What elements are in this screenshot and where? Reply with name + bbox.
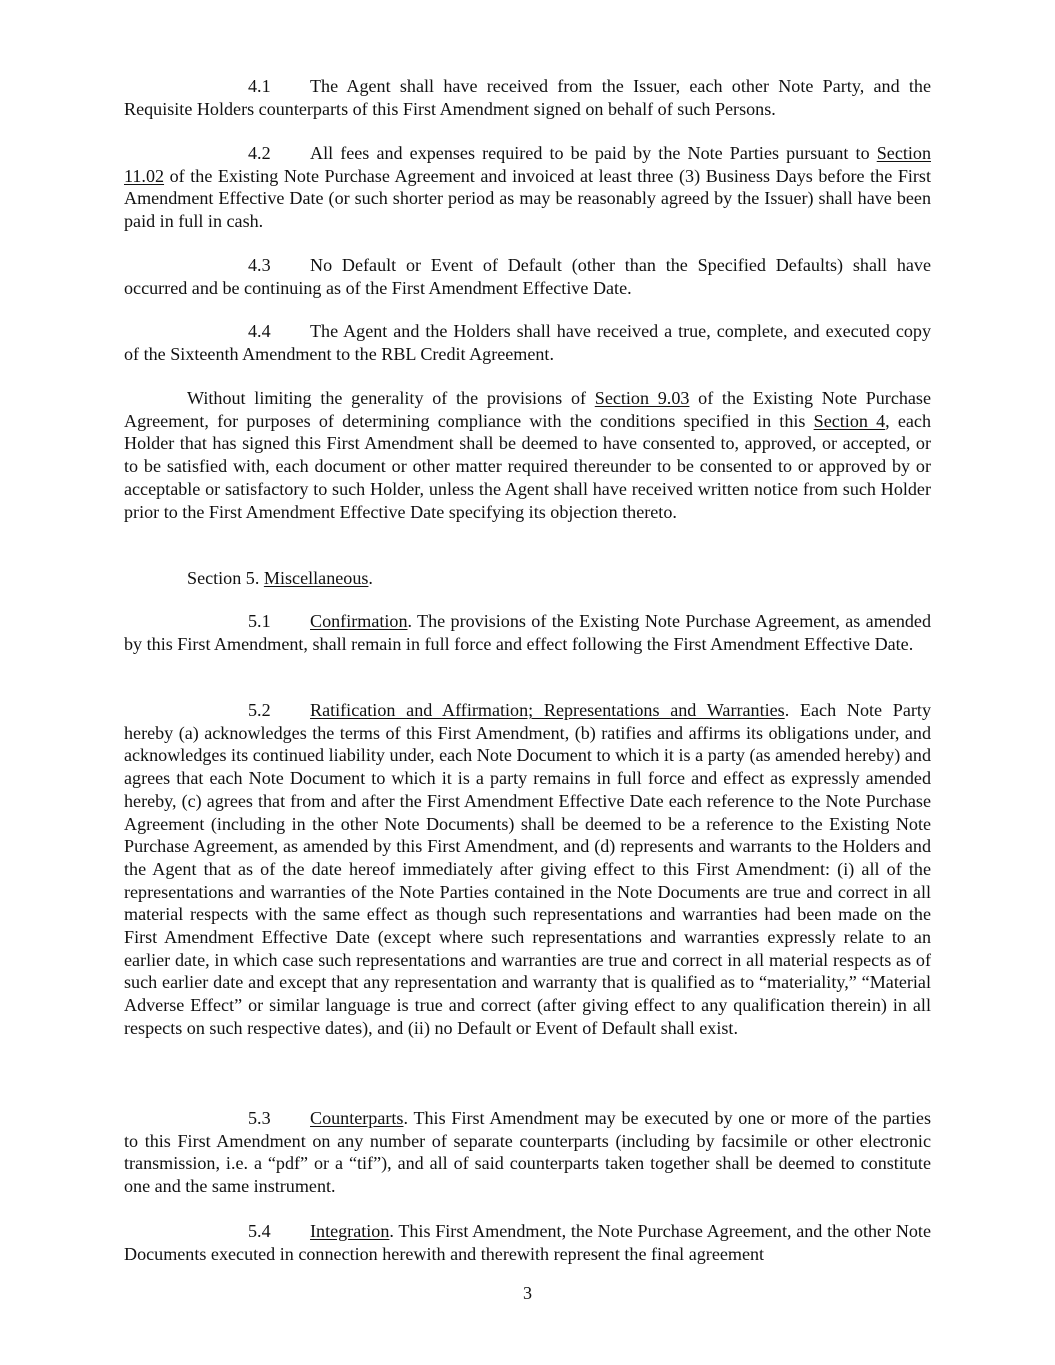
paragraph-number: 5.1	[248, 611, 271, 631]
paragraph-text: . This First Amendment, the Note Purchase Agreement, and the other Note Documents executed in connection herewith and therewith represent the final agreement	[124, 1221, 931, 1264]
section-title: Miscellaneous	[263, 568, 369, 588]
paragraph-text: of the Existing Note Purchase Agreement, for purposes of determining compliance with the conditions specified in this	[124, 388, 932, 431]
paragraph-number: 4.2	[248, 143, 271, 163]
paragraph-text: The Agent and the Holders shall have received a true, complete, and executed copy of the Sixteenth Amendment to the RBL Credit Agreement.	[124, 321, 931, 364]
section-reference: Section 11.02	[124, 143, 931, 186]
section-prefix: Section 5.	[187, 568, 264, 588]
paragraph-number: 5.2	[248, 700, 271, 720]
paragraph-4-3	[124, 254, 931, 299]
paragraph-number: 5.3	[248, 1108, 271, 1128]
paragraph-number: 4.1	[248, 76, 271, 96]
paragraph-number: 5.4	[248, 1221, 271, 1241]
paragraph-without-limiting	[124, 387, 931, 523]
paragraph-4-4	[124, 320, 931, 365]
paragraph-5-2	[124, 699, 931, 1040]
paragraph-text: Without limiting the generality of the provisions of	[187, 388, 595, 408]
paragraph-number: 4.4	[248, 321, 271, 341]
paragraph-text: No Default or Event of Default (other than the Specified Defaults) shall have occurred and be continuing as of the First Amendment Effective Date.	[124, 255, 931, 298]
paragraph-text: . Each Note Party hereby (a) acknowledges the terms of this First Amendment, (b) ratifies and affirms its obligations under, and acknowledges its continued liability under, each Note Document to which it is a party (as amended hereby) and agrees that each Note Document to which it is a party remains in full force and effect as expressly amended hereby, (c) agrees that from and after the First Amendment Effective Date each reference to the Note Purchase Agreement (including in the other Note Documents) shall be deemed to be a reference to the Existing Note Purchase Agreement, as amended by this First Amendment, and (d) represents and warrants to the Holders and the Agent that as of the date hereof immediately after giving effect to this First Amendment: (i) all of the representations and warranties of the Note Parties contained in the Note Documents are true and correct in all material respects with the same effect as though such representations and warranties had been made on the First Amendment Effective Date (except where such representations and warranties expressly relate to an earlier date, in which case such representations and warranties are true and correct in all material respects as of such earlier date and except that any representation and warranty that is qualified as to “materiality,” “Material Adverse Effect” or similar language is true and correct (after giving effect to any qualification therein) in all respects on such respective dates), and (ii) no Default or Event of Default shall exist.	[124, 700, 932, 1038]
paragraph-number: 4.3	[248, 255, 271, 275]
paragraph-text: . This First Amendment may be executed by one or more of the parties to this First Amendment on any number of separate counterparts (including by facsimile or other electronic transmission, i.e. a “pdf” or a “tif”), and all of said counterparts taken together shall be deemed to constitute one and the same instrument.	[124, 1108, 931, 1197]
paragraph-heading: Confirmation	[310, 611, 408, 631]
section-5-heading: Section 5. Miscellaneous.	[187, 568, 373, 588]
paragraph-text: . The provisions of the Existing Note Purchase Agreement, as amended by this First Amendment, shall remain in full force and effect following the First Amendment Effective Date.	[124, 611, 931, 654]
section-reference: Section 4	[813, 410, 886, 431]
paragraph-heading: Integration	[310, 1221, 390, 1241]
paragraph-4-2	[124, 142, 931, 233]
paragraph-text: The Agent shall have received from the Issuer, each other Note Party, and the Requisite Holders counterparts of this First Amendment signed on behalf of such Persons.	[124, 76, 931, 119]
page-number: 3	[522, 1283, 533, 1303]
paragraph-5-3	[124, 1107, 931, 1198]
section-reference: Section 9.03	[594, 388, 690, 408]
paragraph-heading: Counterparts	[310, 1108, 404, 1128]
paragraph-5-1	[124, 610, 931, 655]
paragraph-4-1	[124, 75, 931, 120]
paragraph-text: , each Holder that has signed this First Amendment shall be deemed to have consented to, approved, or accepted, or to be satisfied with, each document or other matter required thereunder to be consented to or approved by or acceptable or satisfactory to such Holder, unless the Agent shall have received written notice from such Holder prior to the First Amendment Effective Date specifying its objection thereto.	[124, 410, 932, 522]
paragraph-heading: Ratification and Affirmation; Representations and Warranties	[310, 700, 785, 720]
paragraph-text: of the Existing Note Purchase Agreement and invoiced at least three (3) Business Days before the First Amendment Effective Date (or such shorter period as may be reasonably agreed by the Issuer) shall have been paid in full in cash.	[124, 165, 931, 232]
paragraph-5-4	[124, 1220, 931, 1265]
paragraph-text: All fees and expenses required to be paid by the Note Parties pursuant to	[310, 143, 877, 163]
